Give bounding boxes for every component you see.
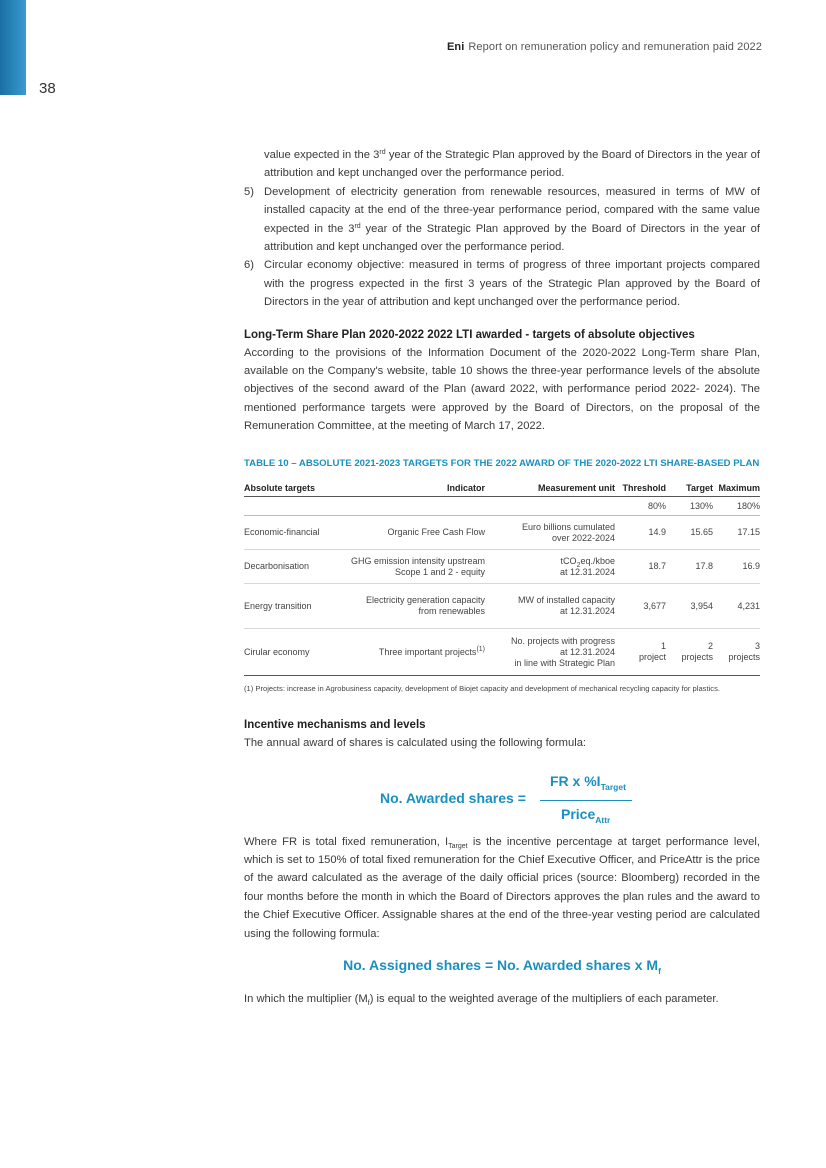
section-body-incentive: The annual award of shares is calculated using the following formula: bbox=[244, 737, 587, 750]
assigned-shares-formula: No. Assigned shares = No. Awarded shares x $M_f$ bbox=[343, 957, 661, 977]
table-row: Decarbonisation GHG emission intensity upstream Scope 1 and 2 - equity tCO$_2$eq./kboe at 12.31.2024 18.7 17.8 16.9 bbox=[244, 550, 760, 584]
table-row: Energy transition Electricity generation capacity from renewables MW of installed capacity at 12.31.2024 3,677 3,954 4,231 bbox=[244, 584, 760, 629]
formula-denominator: Price$_{Attr}$ bbox=[561, 805, 611, 825]
report-title: Report on remuneration policy and remuneration paid 2022 bbox=[468, 41, 762, 53]
formula-left-side: No. Awarded shares = bbox=[380, 789, 526, 806]
col-header: Indicator bbox=[340, 480, 485, 497]
col-header: Maximum bbox=[713, 480, 760, 497]
table-footnote: (1) Projects: increase in Agrobusiness capacity, development of Biojet capacity and development of mechanical recycling capacity for plastics. bbox=[244, 684, 720, 694]
col-header: Measurement unit bbox=[485, 480, 619, 497]
list-item-6: 6) Circular economy objective: measured in terms of progress of three important projects compared with the progress expected in the first 3 years of the Strategic Plan approved by the Board of Directors in the year of attribution and kept unchanged over the performance period. bbox=[244, 259, 760, 309]
main-content bbox=[244, 146, 760, 1008]
section-body-lti-targets: According to the provisions of the Information Document of the 2020-2022 Long-Term share Plan, available on the Company's website, table 10 shows the three-year performance levels of the absolute objectives of the second award of the Plan (award 2022, with performance period 2022- 2024). The mentioned performance targets were approved by the Board of Directors, on the proposal of the Remuneration Committee, at the meeting of March 17, 2022. bbox=[244, 346, 760, 433]
section-heading-lti-targets: Long-Term Share Plan 2020-2022 2022 LTI awarded - targets of absolute objectives bbox=[244, 328, 695, 341]
table-row: Economic-financial Organic Free Cash Flow Euro billions cumulated over 2022-2024 14.9 15.65 17.15 bbox=[244, 516, 760, 550]
pct-target: 130% bbox=[666, 497, 713, 516]
section-heading-incentive: Incentive mechanisms and levels bbox=[244, 719, 426, 732]
formula-explanation: Where FR is total fixed remuneration, $I_{Target}$ is the incentive percentage at target performance level, which is set to 150% of total fixed remuneration for the Chief Executive Officer, and PriceAttr is the price of the award calculated as the average of the daily official prices (source: Bloomberg) recorded in the four months before the month in which the Board of Directors approves the plan rules and the award to the Chief Executive Officer. Assignable shares at the end of the three-year vesting period are calculated using the following formula: bbox=[244, 835, 760, 940]
list-item-5: 5) Development of electricity generation from renewable resources, measured in terms of MW of installed capacity at the end of the three-year performance period, compared with the same value expected in the 3rd year of the Strategic Plan approved by the Board of Directors in the year of attribution and kept unchanged over the performance period. bbox=[244, 185, 760, 254]
formula-numerator: FR x $\%I_{Target}$ bbox=[550, 772, 626, 792]
fraction-bar bbox=[540, 800, 632, 802]
multiplier-explanation: In which the multiplier $(M_f)$ is equal to the weighted average of the multipliers of each parameter. bbox=[244, 993, 719, 1008]
awarded-shares-formula bbox=[244, 763, 760, 833]
brand-name: Eni bbox=[446, 41, 465, 53]
table-header-row bbox=[244, 480, 760, 497]
running-header bbox=[447, 41, 762, 53]
pct-threshold: 80% bbox=[619, 497, 666, 516]
col-header: Absolute targets bbox=[244, 480, 340, 497]
col-header: Target bbox=[666, 480, 713, 497]
intro-continuation: value expected in the 3rd year of the Strategic Plan approved by the Board of Directors in the year of attribution and kept unchanged over the performance period. bbox=[264, 149, 760, 180]
percent-row bbox=[244, 497, 760, 516]
col-header: Threshold bbox=[619, 480, 666, 497]
pct-maximum: 180% bbox=[713, 497, 760, 516]
page-number: 38 bbox=[39, 80, 56, 97]
table-row: Cirular economy Three important projects$^{(1)}$ No. projects with progress at 12.31.2024 in line with Strategic Plan 1 project 2 projects 3 projects bbox=[244, 629, 760, 676]
objective-list bbox=[244, 183, 760, 312]
table-title: TABLE 10 – ABSOLUTE 2021-2023 TARGETS FOR THE 2022 AWARD OF THE 2020-2022 LTI SHARE-BASED PLAN bbox=[244, 457, 760, 469]
targets-table bbox=[244, 480, 760, 676]
side-tab-decoration bbox=[0, 0, 26, 95]
